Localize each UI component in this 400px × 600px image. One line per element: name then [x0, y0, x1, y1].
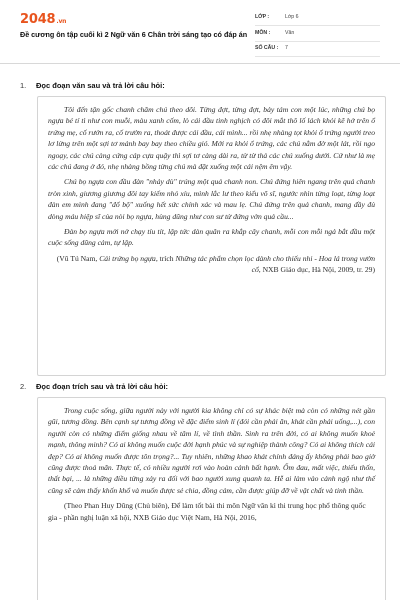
logo-suffix: .vn — [56, 18, 67, 25]
passage-paragraph: Tôi đến tận gốc chanh chăm chú theo dõi. Từng đợt, từng đợt, bảy tám con một lúc, những chú bọ ngựa bé tí tì như con muỗi, màu xanh cốm, lò cái đầu tinh nghịch có đôi mắt thô lố lách khỏi kẽ hở trên ổ trứng mẹ, cố rướn ra, cố trườn ra, thoát được cái đầu, cái mình... rồi nhẹ nhàng tọt khỏi ổ trứng người treo lơ lửng trên một sợi tơ mảnh bay bay theo chiều gió. Mới ra khỏi ổ trứng, các chú nằm đờ một lát, rồi ngo ngoạy, các chú càng cứng cáp cựa quậy thì sợi tơ càng dài ra, từ từ thả các chú xuống dưới. Cứ như là mẹ các chú đang ở đó, nhẹ nhàng bồng từng chú mà đặt xuống một cái nệm êm vậy. — [48, 105, 376, 172]
meta-row-question-count — [255, 42, 380, 57]
passage-paragraph: Đàn bọ ngựa mới nở chạy tíu tít, lập tức dàn quân ra khắp cây chanh, mỗi con mỗi ngả bắt đầu một cuộc sống dũng cảm, tự lập. — [48, 227, 375, 248]
passage-box — [37, 397, 386, 600]
meta-row-grade — [255, 11, 380, 26]
question-prompt: Đọc đoạn trích sau và trả lời câu hỏi: — [36, 382, 169, 391]
question-header — [20, 81, 386, 95]
question-2 — [20, 382, 386, 522]
source-mid: , trích — [155, 253, 176, 263]
passage-box — [37, 96, 386, 376]
meta-value: Văn — [285, 30, 295, 36]
page-header — [0, 0, 400, 62]
question-1 — [20, 81, 386, 275]
meta-row-subject — [255, 27, 380, 42]
source-lead: (Vũ Tú Nam, — [56, 253, 100, 263]
site-logo[interactable] — [20, 12, 66, 27]
source-title: Cái trứng bọ ngựa — [99, 253, 156, 263]
question-number: 2. — [20, 382, 27, 391]
source-book: Những tác phẩm chọn lọc dành cho thiếu nhi - Hoa lá trong vườn cổ — [175, 253, 375, 275]
document-content — [0, 64, 400, 600]
passage-source: (Theo Phan Huy Dũng (Chủ biên), Để làm tốt bài thi môn Ngữ văn kì thi trung học phổ thông quốc gia - phần nghị luận xã hội, NXB Giáo dục Việt Nam, Hà Nội, 2016, — [48, 501, 366, 522]
source-tail: , NXB Giáo dục, Hà Nội, 2009, tr. 29) — [258, 265, 375, 275]
meta-value: 7 — [285, 45, 288, 51]
question-header — [20, 382, 386, 396]
passage-source — [48, 253, 375, 276]
passage-paragraph: Chú bọ ngựa con đầu đàn "nhảy dù" trúng một quả chanh non. Chú đứng hiên ngang trên quả chanh tròn xinh, giương giương đôi tay kiếm nhỏ xíu, mình lắc lư theo kiểu võ sĩ, ngước nhìn từng loạt, từng loạt đàn em mình đang "đổ bộ" xuống hết sức chính xác và mau lẹ. Chú đứng trên quả chanh, mang đầy đủ dòng máu hiệp sĩ của nòi bọ ngựa, hùng dũng như con sư tử đứng vờn quả cầu... — [48, 177, 375, 221]
meta-value: Lớp 6 — [285, 14, 299, 20]
question-number: 1. — [20, 81, 27, 90]
meta-label: MÔN : — [255, 30, 271, 36]
meta-label: LỚP : — [255, 14, 270, 20]
logo-text: 2048 — [20, 12, 56, 27]
meta-info-table — [255, 11, 380, 57]
question-prompt: Đọc đoạn văn sau và trả lời câu hỏi: — [36, 81, 165, 90]
meta-label: SỐ CÂU : — [255, 45, 279, 51]
passage-paragraph: Trong cuộc sống, giữa người này với người kia không chỉ có sự khác biệt mà còn có những nét gần gũi, tương đồng. Bên cạnh sự tương đồng về đặc điểm sinh lí (đói cần phải ăn, khát cần phải uống,...), con người còn có những điểm giống nhau về tâm lí, về tình thần. Sinh ra trên đời, có ai không muốn khoẻ mạnh, thông minh? Có ai không muốn cuộc đời hạnh phúc và sự nghiệp thành công? Có ai không thích cái đẹp? Có ai không muốn được tôn trọng?... Tuy nhiên, những khao khát chính đáng ấy không phải bao giờ cũng được thoả mãn. Thực tế, có nhiều người rơi vào hoàn cảnh bất hạnh. Ốm đau, mất việc, thiếu thốn, thất bại, ... là những điều từng xảy ra đối với bao người xung quanh ta. Hễ ai làm vào cảnh ngộ như thế cũng sẽ cảm thấy khốn khổ và muốn được sẻ chia, đồng cảm, cần được giúp đỡ về vật chất và tinh thần. — [48, 406, 375, 495]
document-title: Đề cương ôn tập cuối kì 2 Ngữ văn 6 Chân trời sáng tạo có đáp án — [20, 30, 248, 39]
